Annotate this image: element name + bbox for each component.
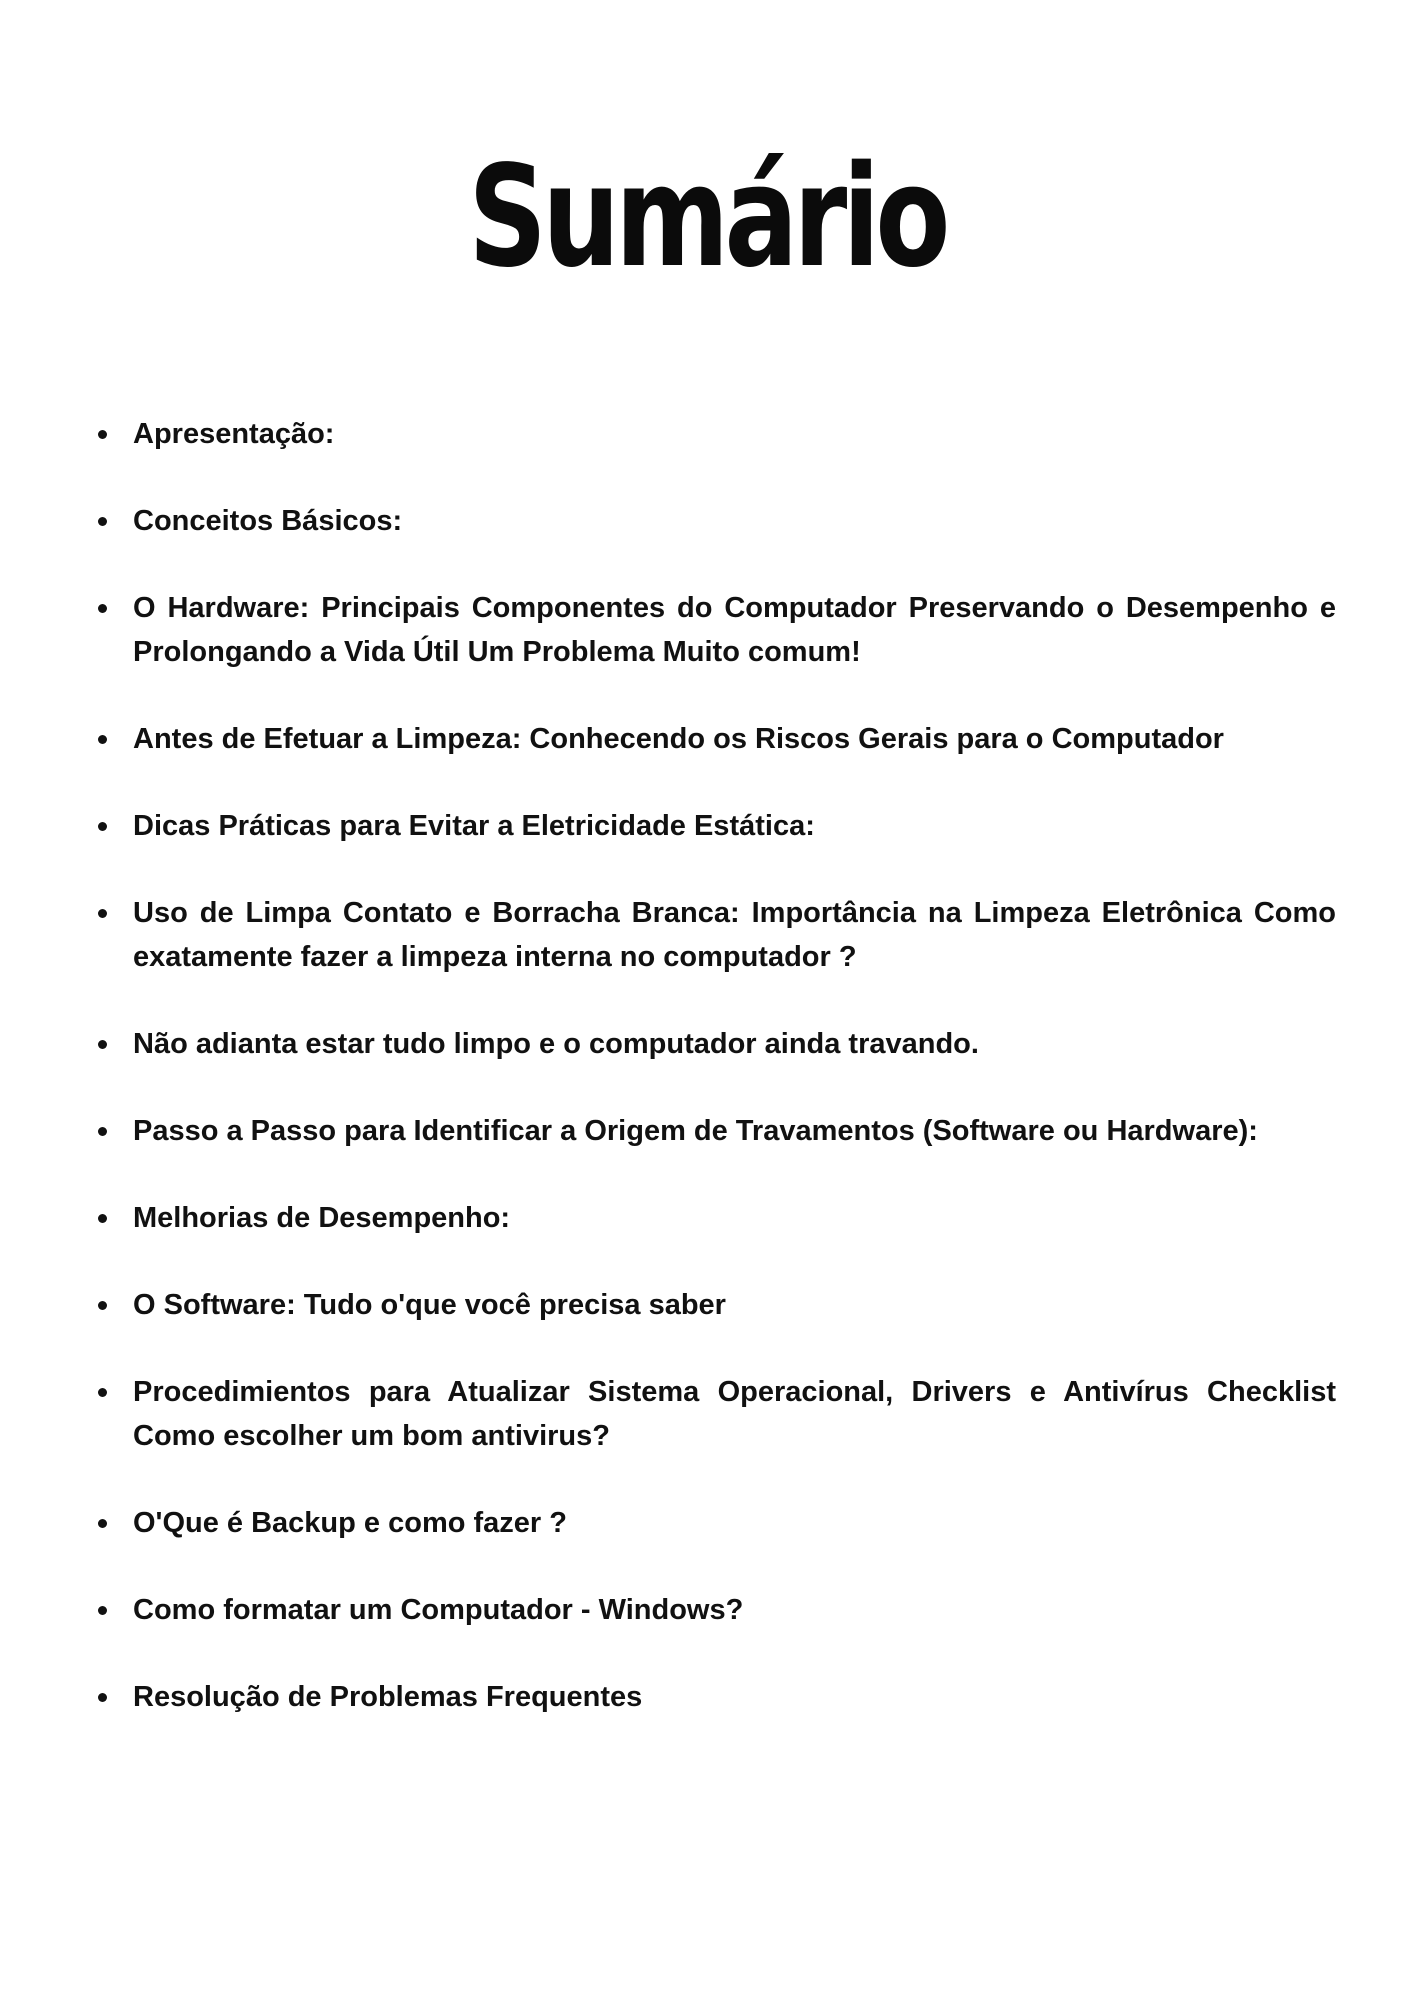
bullet-icon	[98, 430, 107, 439]
toc-item-hardware	[96, 586, 1336, 674]
toc-item-text: O Software: Tudo o'que você precisa saber	[133, 1289, 726, 1321]
toc-item-procedimientos	[96, 1370, 1336, 1458]
toc-item-software	[96, 1283, 1336, 1327]
toc-item-passo-a-passo	[96, 1109, 1336, 1153]
toc-item-formatar	[96, 1588, 1336, 1632]
bullet-icon	[98, 1519, 107, 1528]
bullet-icon	[98, 1214, 107, 1223]
toc-item-travando	[96, 1022, 1336, 1066]
toc-item-melhorias	[96, 1196, 1336, 1240]
toc-item-resolucao	[96, 1675, 1336, 1719]
toc-item-text: Procedimientos para Atualizar Sistema Operacional, Drivers e Antivírus Checklist Como escolher um bom antivirus?	[133, 1376, 1336, 1452]
bullet-icon	[98, 517, 107, 526]
toc-item-antes-limpeza	[96, 717, 1336, 761]
toc-item-text: Dicas Práticas para Evitar a Eletricidade Estática:	[133, 810, 815, 842]
bullet-icon	[98, 1606, 107, 1615]
page-title: Sumário	[468, 136, 946, 299]
toc-item-text: O'Que é Backup e como fazer ?	[133, 1507, 567, 1539]
bullet-icon	[98, 1388, 107, 1397]
bullet-icon	[98, 1040, 107, 1049]
bullet-icon	[98, 909, 107, 918]
toc-item-apresentacao	[96, 412, 1336, 456]
toc-item-conceitos-basicos	[96, 499, 1336, 543]
bullet-icon	[98, 1127, 107, 1136]
toc-item-eletricidade-estatica	[96, 804, 1336, 848]
toc-item-text: Como formatar um Computador - Windows?	[133, 1594, 744, 1626]
toc-item-text: Conceitos Básicos:	[133, 505, 403, 537]
toc-item-text: Melhorias de Desempenho:	[133, 1202, 511, 1234]
toc-item-text: Apresentação:	[133, 418, 335, 450]
toc-item-text: Não adianta estar tudo limpo e o computador ainda travando.	[133, 1028, 979, 1060]
table-of-contents	[96, 412, 1336, 1762]
toc-item-text: Uso de Limpa Contato e Borracha Branca: Importância na Limpeza Eletrônica Como exatamente fazer a limpeza interna no computador ?	[133, 897, 1336, 973]
toc-item-backup	[96, 1501, 1336, 1545]
toc-item-limpa-contato	[96, 891, 1336, 979]
bullet-icon	[98, 822, 107, 831]
bullet-icon	[98, 604, 107, 613]
bullet-icon	[98, 1301, 107, 1310]
toc-item-text: Resolução de Problemas Frequentes	[133, 1681, 643, 1713]
toc-item-text: Antes de Efetuar a Limpeza: Conhecendo os Riscos Gerais para o Computador	[133, 723, 1224, 755]
toc-item-text: Passo a Passo para Identificar a Origem de Travamentos (Software ou Hardware):	[133, 1115, 1258, 1147]
bullet-icon	[98, 735, 107, 744]
bullet-icon	[98, 1693, 107, 1702]
toc-item-text: O Hardware: Principais Componentes do Computador Preservando o Desempenho e Prolongando a Vida Útil Um Problema Muito comum!	[133, 592, 1336, 668]
